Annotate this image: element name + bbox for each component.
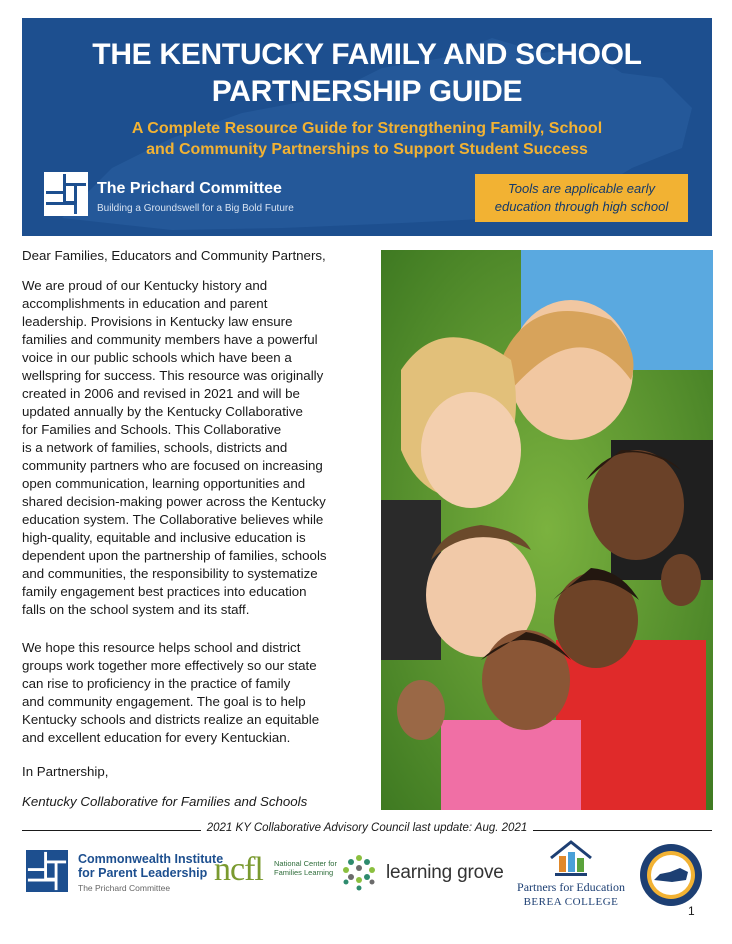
update-note	[22, 822, 712, 834]
pfe-name: Partners for Education	[517, 880, 625, 894]
paragraph-line: community partners who are focused on increasing	[22, 458, 323, 473]
paragraph-line: wellspring for success. This resource was originally	[22, 368, 324, 383]
partners-for-education-logo	[508, 840, 634, 912]
paragraph-line: voice in our public schools which have been a	[22, 350, 292, 365]
cipl-name-line-1: Commonwealth Institute	[78, 852, 224, 866]
paragraph-line: is a network of families, schools, districts and	[22, 440, 288, 455]
org-tagline: Building a Groundswell for a Big Bold Future	[97, 203, 294, 214]
paragraph-line: for Families and Schools. This Collaborative	[22, 422, 282, 437]
update-note-text: 2021 KY Collaborative Advisory Council last update: Aug. 2021	[201, 822, 534, 834]
prichard-logo-icon	[44, 172, 88, 216]
tools-note-line-1: Tools are applicable early	[508, 181, 655, 196]
ncfl-wordmark: ncfl	[214, 851, 263, 888]
org-name: The Prichard Committee	[97, 180, 282, 197]
paragraph-line: open communication, learning opportunities and	[22, 476, 306, 491]
paragraph-line: high-quality, equitable and inclusive education is	[22, 530, 306, 545]
paragraph-line: falls on the school system and its staff.	[22, 602, 250, 617]
page-title	[22, 36, 712, 110]
cipl-subtitle: The Prichard Committee	[78, 883, 171, 893]
paragraph-line: accomplishments in education and parent	[22, 296, 268, 311]
header-banner	[22, 18, 712, 236]
paragraph-1	[22, 277, 327, 619]
paragraph-line: We hope this resource helps school and district	[22, 640, 301, 655]
ncfl-subtitle-line-1: National Center for	[274, 859, 337, 868]
paragraph-line: leadership. Provisions in Kentucky law ensure	[22, 314, 293, 329]
paragraph-2	[22, 639, 319, 747]
paragraph-line: created in 2006 and revised in 2021 and will be	[22, 386, 300, 401]
greeting: Dear Families, Educators and Community Partners,	[22, 248, 326, 263]
prichard-committee-logo	[44, 172, 304, 220]
subtitle-line-2: and Community Partnerships to Support Student Success	[146, 141, 588, 158]
page-subtitle	[22, 118, 712, 160]
paragraph-line: groups work together more effectively so our state	[22, 658, 317, 673]
signature: Kentucky Collaborative for Families and Schools	[22, 794, 308, 809]
subtitle-line-1: A Complete Resource Guide for Strengthening Family, School	[131, 120, 603, 137]
paragraph-line: education system. The Collaborative believes while	[22, 512, 324, 527]
paragraph-line: can rise to proficiency in the practice of family	[22, 676, 291, 691]
learning-grove-name: learning grove	[386, 862, 504, 883]
paragraph-line: family engagement best practices into education	[22, 584, 307, 599]
closing: In Partnership,	[22, 764, 109, 779]
paragraph-line: We are proud of our Kentucky history and	[22, 278, 268, 293]
children-photo	[381, 250, 713, 810]
paragraph-line: and community engagement. The goal is to help	[22, 694, 306, 709]
cipl-logo-icon	[26, 850, 68, 892]
paragraph-line: updated annually by the Kentucky Collaborative	[22, 404, 303, 419]
pfe-subtitle: BEREA COLLEGE	[523, 896, 619, 908]
tools-note-box	[475, 174, 688, 222]
ncfl-logo	[214, 845, 337, 897]
learning-grove-logo	[338, 852, 508, 892]
paragraph-line: dependent upon the partnership of families, schools	[22, 548, 327, 563]
cipl-name	[78, 852, 223, 880]
cipl-name-line-2: for Parent Leadership	[78, 866, 208, 880]
tools-note-line-2: education through high school	[494, 199, 669, 214]
page-number: 1	[688, 904, 695, 918]
ncfl-subtitle-line-2: Families Learning	[274, 868, 334, 877]
update-note-row	[22, 822, 712, 838]
title-line-1: THE KENTUCKY FAMILY AND SCHOOL	[92, 38, 642, 71]
learning-grove-dots-icon	[338, 852, 380, 892]
pfe-house-icon	[547, 840, 595, 878]
paragraph-line: Kentucky schools and districts realize an equitable	[22, 712, 320, 727]
paragraph-line: and communities, the responsibility to systematize	[22, 566, 318, 581]
ncfl-subtitle	[274, 859, 337, 877]
title-line-2: PARTNERSHIP GUIDE	[211, 75, 523, 108]
children-photo-illustration	[381, 250, 713, 810]
paragraph-line: and excellent education for every Kentuckian.	[22, 730, 291, 745]
paragraph-line: shared decision-making power across the Kentucky	[22, 494, 326, 509]
kde-seal-icon	[638, 842, 704, 908]
cipl-logo	[26, 850, 224, 900]
paragraph-line: families and community members have a powerful	[22, 332, 318, 347]
